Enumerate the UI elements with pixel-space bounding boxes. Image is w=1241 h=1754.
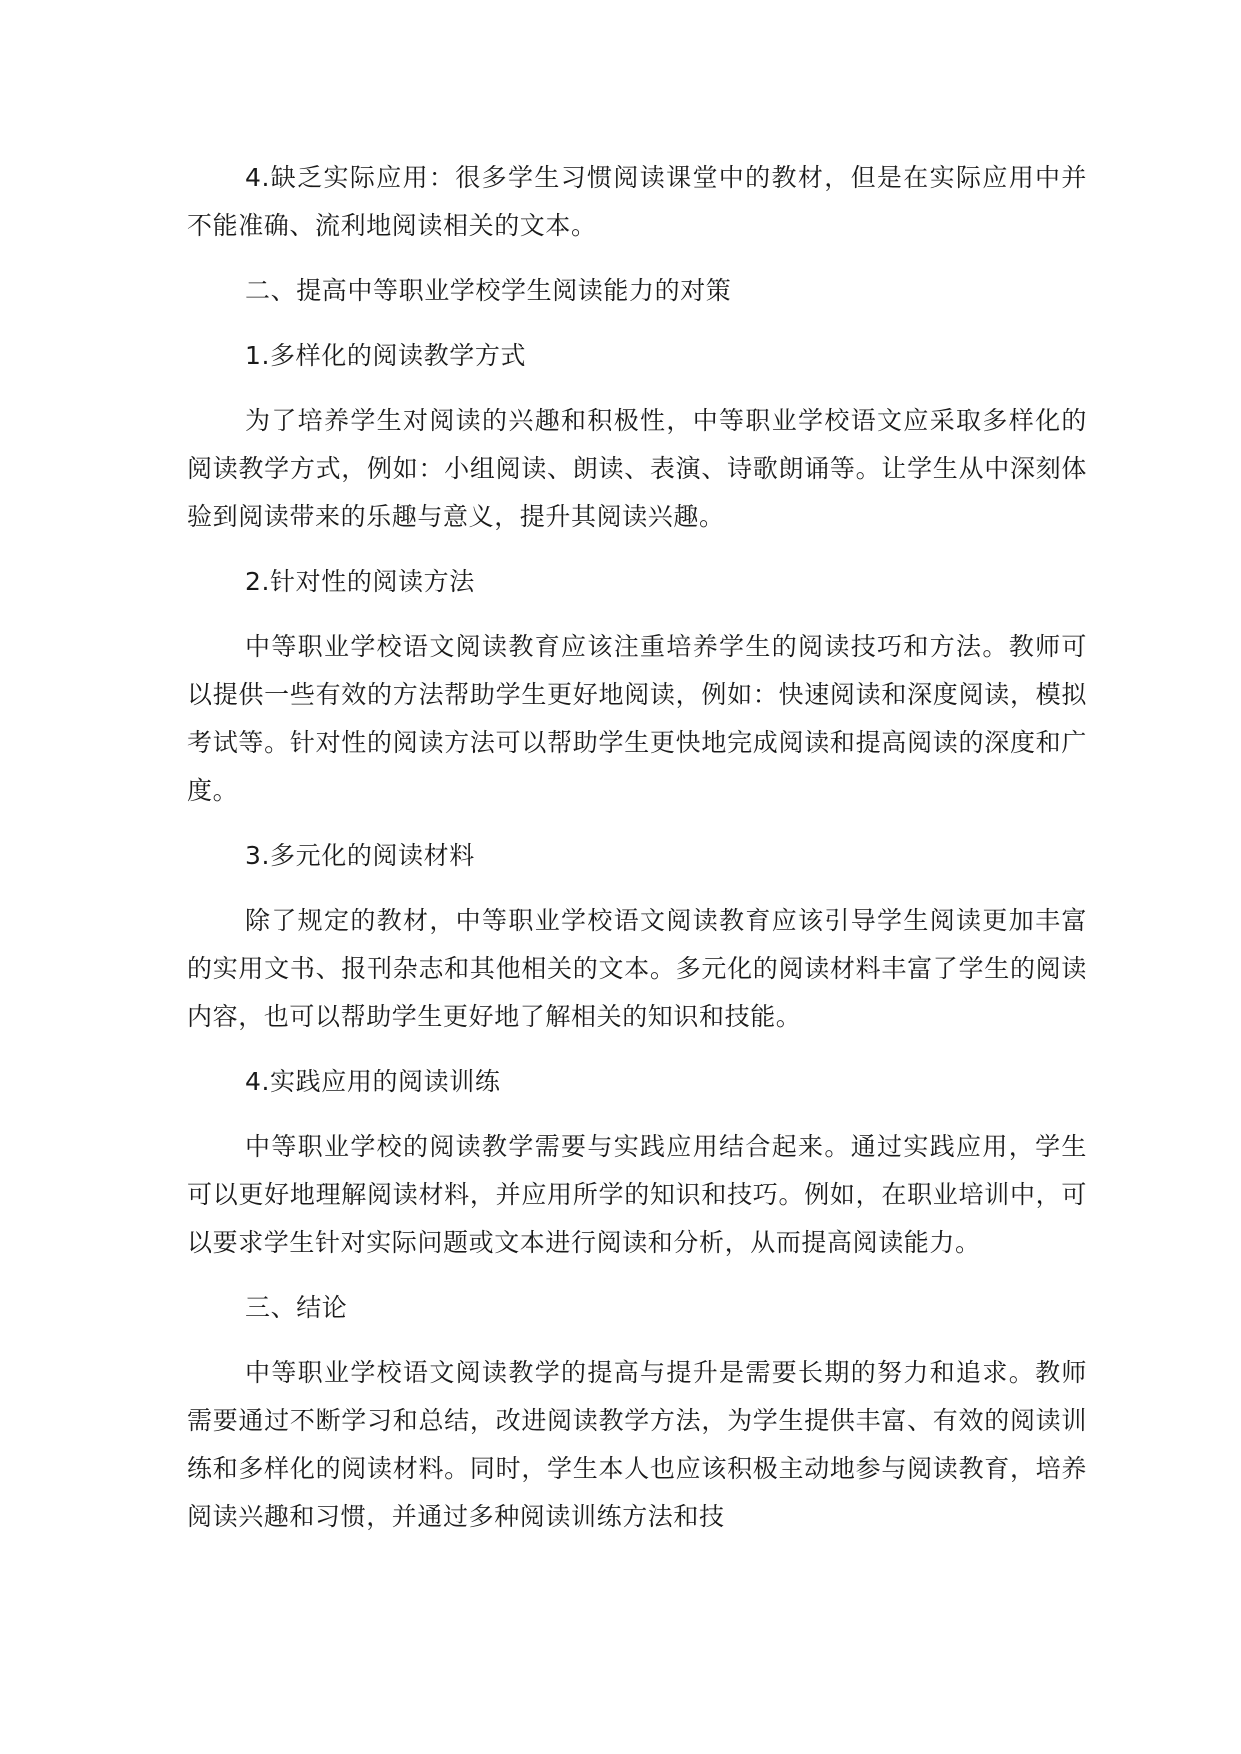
paragraph-conclusion: 中等职业学校语文阅读教学的提高与提升是需要长期的努力和追求。教师需要通过不断学习和总结，改进阅读教学方法，为学生提供丰富、有效的阅读训练和多样化的阅读材料。同时，学生本人也应该积极主动地参与阅读教育，培养阅读兴趣和习惯，并通过多种阅读训练方法和技 bbox=[187, 1358, 1087, 1531]
section-heading-conclusion: 三、结论 bbox=[245, 1293, 348, 1322]
paragraph-diverse-materials: 除了规定的教材，中等职业学校语文阅读教育应该引导学生阅读更加丰富的实用文书、报刊杂志和其他相关的文本。多元化的阅读材料丰富了学生的阅读内容，也可以帮助学生更好地了解相关的知识和技能。 bbox=[187, 906, 1087, 1031]
paragraph-lack-of-application: 4.缺乏实际应用：很多学生习惯阅读课堂中的教材，但是在实际应用中并不能准确、流利地阅读相关的文本。 bbox=[187, 163, 1087, 240]
paragraph-diverse-teaching: 为了培养学生对阅读的兴趣和积极性，中等职业学校语文应采取多样化的阅读教学方式，例如：小组阅读、朗读、表演、诗歌朗诵等。让学生从中深刻体验到阅读带来的乐趣与意义，提升其阅读兴趣。 bbox=[187, 406, 1087, 531]
section-heading-strategies: 二、提高中等职业学校学生阅读能力的对策 bbox=[245, 276, 732, 305]
paragraph-practical-training: 中等职业学校的阅读教学需要与实践应用结合起来。通过实践应用，学生可以更好地理解阅读材料，并应用所学的知识和技巧。例如，在职业培训中，可以要求学生针对实际问题或文本进行阅读和分析，从而提高阅读能力。 bbox=[187, 1132, 1087, 1257]
document-body bbox=[187, 154, 1087, 1558]
subheading-diverse-teaching: 1.多样化的阅读教学方式 bbox=[245, 341, 527, 370]
subheading-practical-training: 4.实践应用的阅读训练 bbox=[245, 1067, 501, 1096]
subheading-targeted-methods: 2.针对性的阅读方法 bbox=[245, 567, 475, 596]
paragraph-targeted-methods: 中等职业学校语文阅读教育应该注重培养学生的阅读技巧和方法。教师可以提供一些有效的方法帮助学生更好地阅读，例如：快速阅读和深度阅读，模拟考试等。针对性的阅读方法可以帮助学生更快地完成阅读和提高阅读的深度和广度。 bbox=[187, 632, 1087, 805]
subheading-diverse-materials: 3.多元化的阅读材料 bbox=[245, 841, 475, 870]
